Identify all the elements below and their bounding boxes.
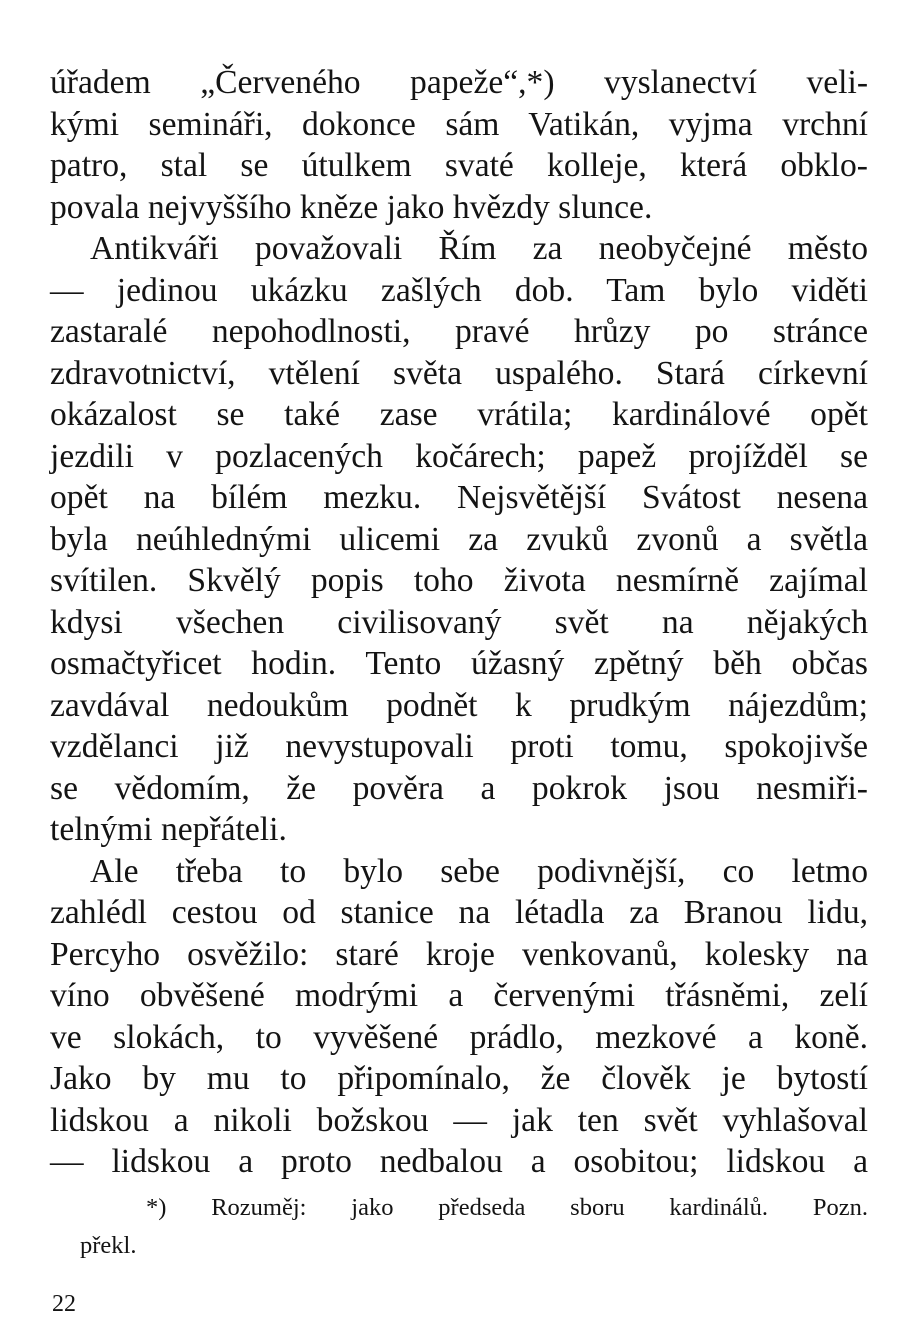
text-line: kými semináři, dokonce sám Vatikán, vyjma vrchní [50,105,868,143]
text-line: Jako by mu to připomínalo, že člověk je bytostí [50,1060,868,1097]
paragraph-2 [50,228,868,851]
text-line: — lidskou a proto nedbalou a osobitou; lidskou a [50,1143,868,1180]
text-line: — jedinou ukázku zašlých dob. Tam bylo viděti [50,271,868,309]
text-line: svítilen. Skvělý popis toho života nesmírně zajímal [50,562,868,599]
page-number-text: 22 [52,1291,76,1317]
text-line: víno obvěšené modrými a červenými třásněmi, zelí [50,977,868,1014]
text-line: zahlédl cestou od stanice na létadla za Branou lidu, [50,894,868,931]
text-line: osmačtyřicet hodin. Tento úžasný zpětný běh občas [50,645,868,682]
text-line: ve slokách, to vyvěšené prádlo, mezkové a koně. [50,1018,868,1056]
footnote-line: *) Rozuměj: jako předseda sboru kardinálů. Pozn. [146,1193,868,1221]
text-line: opět na bílém mezku. Nejsvětější Svátost nesena [50,479,868,516]
text-line: Percyho osvěžilo: staré kroje venkovanů, kolesky na [50,935,868,973]
paragraph-3 [50,851,868,1183]
text-line: se vědomím, že pověra a pokrok jsou nesmiři- [50,769,868,807]
text-line: Antikváři považovali Řím za neobyčejné město [90,230,868,267]
text-line: zdravotnictví, vtělení světa uspalého. Stará církevní [50,354,868,392]
text-line: kdysi všechen civilisovaný svět na nějakých [50,603,868,641]
footnote-line: překl. [80,1231,137,1259]
text-line: zavdával nedoukům podnět k prudkým nájezdům; [50,686,868,724]
paragraph-1 [50,62,868,228]
text-line: telnými nepřáteli. [50,811,287,848]
text-line: patro, stal se útulkem svaté kolleje, která obklo- [50,147,868,184]
text-line: jezdili v pozlacených kočárech; papež projížděl se [50,437,868,475]
text-line: povala nejvyššího kněze jako hvězdy slunce. [50,188,653,226]
text-line: vzdělanci již nevystupovali proti tomu, spokojivše [50,728,868,765]
text-line: byla neúhlednými ulicemi za zvuků zvonů a světla [50,520,868,558]
text-line: zastaralé nepohodlnosti, pravé hrůzy po stránce [50,313,868,350]
text-line: úřadem „Červeného papeže“,*) vyslanectví veli- [50,64,868,101]
text-line: okázalost se také zase vrátila; kardinálové opět [50,396,868,433]
text-line: Ale třeba to bylo sebe podivnější, co letmo [90,852,868,890]
page-body [50,62,868,1265]
footnote [50,1189,868,1265]
text-line: lidskou a nikoli božskou — jak ten svět vyhlašoval [50,1101,868,1139]
page-number [52,1291,86,1317]
